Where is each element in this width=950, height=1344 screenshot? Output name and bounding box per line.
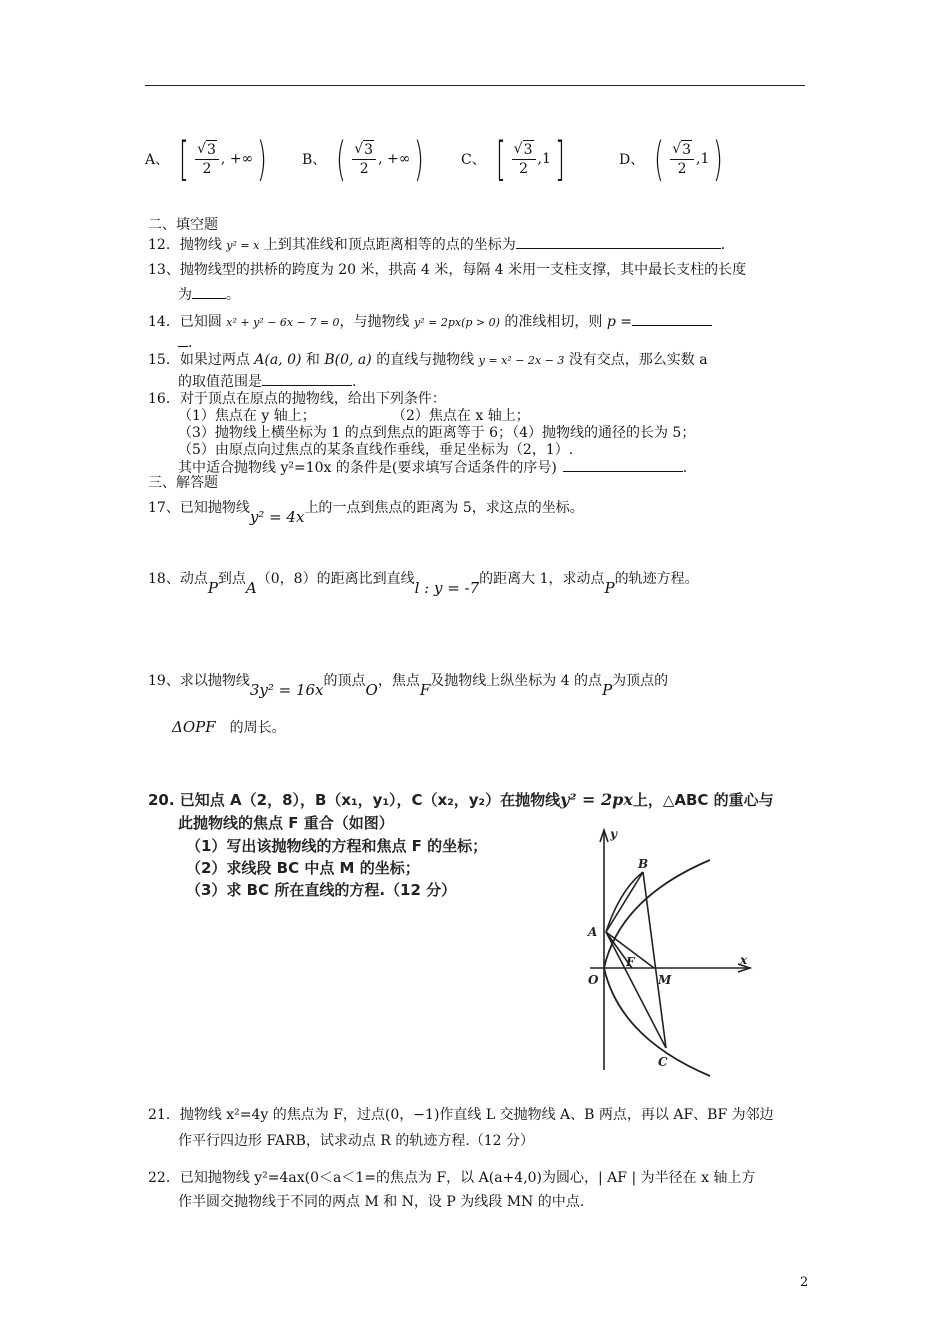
q15-end: . — [352, 374, 357, 390]
q14-text: 的准线相切，则 — [499, 314, 607, 330]
segment-ac — [606, 932, 666, 1048]
q19-point-o: O — [365, 681, 378, 699]
q12-answer-blank[interactable] — [516, 236, 721, 249]
parabola-figure — [580, 820, 770, 1080]
q15-text: 和 — [301, 352, 325, 368]
choice-label: D、 — [619, 152, 645, 168]
question-17 — [148, 498, 584, 526]
question-12 — [148, 236, 735, 255]
q15-text: 没有交点，那么实数 a — [564, 352, 708, 368]
choice-a — [145, 128, 271, 190]
q13-answer-blank[interactable] — [192, 286, 226, 299]
q14-expr: p = — [606, 314, 632, 330]
bracket-right: ) — [414, 132, 425, 186]
q18-text: 的轨迹方程。 — [614, 571, 699, 587]
q19-point-f: F — [419, 681, 431, 699]
question-20-line2: 此抛物线的焦点 F 重合（如图） — [178, 814, 394, 832]
q20-expr: y² = 2px — [560, 790, 633, 809]
q19-text: 19、求以抛物线 — [148, 673, 250, 689]
question-16-c1: （1）焦点在 y 轴上； — [178, 408, 316, 424]
q18-point-p: P — [604, 579, 615, 597]
question-20-sub3: （3）求 BC 所在直线的方程.（12 分） — [186, 881, 457, 899]
question-14 — [148, 313, 712, 332]
q12-expr: y² = x — [226, 239, 260, 252]
q16-text: 其中适合抛物线 y²=10x 的条件是(要求填写合适条件的序号) — [178, 460, 557, 476]
question-22-line1: 22．已知抛物线 y²=4ax(0＜a＜1=的焦点为 F，以 A(a+4,0)为圆心，| AF | 为半径在 x 轴上方 — [148, 1170, 756, 1186]
q15-expr: B(0, a) — [324, 352, 372, 368]
label-x: x — [740, 953, 748, 967]
q18-text: 的距离大 1，求动点 — [479, 571, 605, 587]
section-solve-title: 三、解答题 — [148, 475, 218, 491]
q14-text: 14．已知圆 — [148, 314, 227, 330]
label-c: C — [658, 1055, 668, 1069]
q14-answer-blank-2[interactable] — [178, 334, 188, 347]
q19-triangle: ΔOPF — [172, 718, 216, 736]
bracket-left: ( — [654, 132, 665, 186]
q19-text: 为顶点的 — [612, 673, 669, 689]
q15-expr: A(a, 0) — [254, 352, 302, 368]
q17-text: 上的一点到焦点的距离为 5，求这点的坐标。 — [304, 500, 584, 516]
choice-label: A、 — [145, 152, 170, 168]
q19-point-p: P — [602, 681, 613, 699]
q20-text: 上，△ABC 的重心与 — [632, 791, 774, 809]
question-15-line2 — [178, 373, 356, 392]
q18-text: （0，8）的距离比到直线 — [256, 571, 415, 587]
question-16-c2: （2）焦点在 x 轴上； — [392, 408, 530, 424]
q12-end: ． — [720, 237, 735, 253]
denominator: 2 — [677, 161, 687, 177]
q19-text: ，焦点 — [377, 673, 420, 689]
q14-end: . — [188, 335, 193, 351]
choice-tail: ,1 — [696, 151, 710, 167]
q16-end: . — [682, 460, 688, 476]
label-m: M — [658, 973, 672, 987]
choice-b — [302, 128, 428, 190]
radicand: 3 — [682, 142, 692, 158]
q18-point-p: P — [207, 579, 218, 597]
bracket-left: [ — [179, 132, 190, 186]
denominator: 2 — [519, 161, 529, 177]
question-22-line2: 作半圆交抛物线于不同的两点 M 和 N，设 P 为线段 MN 的中点. — [178, 1194, 585, 1210]
question-16-c3: （3）抛物线上横坐标为 1 的点到焦点的距离等于 6；（4）抛物线的通径的长为 5； — [178, 425, 696, 441]
radicand: 3 — [364, 142, 374, 158]
header-rule — [145, 85, 805, 86]
q17-text: 17、已知抛物线 — [148, 500, 250, 516]
fraction: √ 3 2 — [352, 140, 376, 178]
q12-text: 12．抛物线 — [148, 237, 227, 253]
q15-expr: y = x² − 2x − 3 — [478, 354, 565, 367]
q19-expr: 3y² = 16x — [249, 681, 324, 699]
q19-text: 的周长。 — [229, 720, 286, 736]
q15-text: 的直线与抛物线 — [371, 352, 479, 368]
label-a: A — [588, 925, 598, 939]
question-13-line2 — [178, 286, 240, 305]
q18-text: 18、动点 — [148, 571, 208, 587]
label-y: y — [610, 827, 617, 841]
fraction: √ 3 2 — [195, 140, 219, 178]
q16-answer-blank[interactable] — [563, 459, 683, 472]
q15-answer-blank[interactable] — [262, 373, 352, 386]
bracket-left: ( — [336, 132, 347, 186]
bracket-right: ] — [554, 132, 565, 186]
q14-expr: y² = 2px(p > 0) — [414, 316, 500, 329]
q14-answer-blank[interactable] — [632, 313, 712, 326]
question-20-sub2: （2）求线段 BC 中点 M 的坐标； — [186, 859, 420, 877]
fraction: √ 3 2 — [512, 140, 536, 178]
q18-text: 到点 — [217, 571, 246, 587]
bracket-right: ) — [257, 132, 268, 186]
question-13-line1: 13、抛物线型的拱桥的跨度为 20 米，拱高 4 米，每隔 4 米用一支柱支撑，其中最长支柱的长度 — [148, 262, 747, 278]
question-19 — [148, 671, 669, 699]
denominator: 2 — [359, 161, 369, 177]
segment-bc — [643, 872, 666, 1048]
question-16-ask — [178, 459, 687, 478]
fraction: √ 3 2 — [670, 140, 694, 178]
section-fill-title: 二、填空题 — [148, 217, 218, 233]
label-b: B — [638, 857, 649, 871]
question-19-line2 — [172, 718, 286, 738]
label-o: O — [588, 973, 599, 987]
question-15 — [148, 352, 708, 370]
q13-end: 。 — [226, 287, 240, 303]
bracket-left: [ — [495, 132, 506, 186]
question-20-sub1: （1）写出该抛物线的方程和焦点 F 的坐标； — [186, 837, 488, 855]
denominator: 2 — [202, 161, 212, 177]
choice-label: B、 — [302, 152, 327, 168]
q19-text: 及抛物线上纵坐标为 4 的点 — [430, 673, 603, 689]
bracket-right: ) — [713, 132, 724, 186]
question-16-intro: 16．对于顶点在原点的抛物线，给出下列条件： — [148, 391, 446, 407]
question-16-c5: （5）由原点向过焦点的某条直线作垂线，垂足坐标为（2，1）. — [178, 442, 574, 458]
q14-text: ，与抛物线 — [339, 314, 414, 330]
question-20-line1 — [148, 790, 774, 810]
choice-tail: ,1 — [537, 151, 551, 167]
radicand: 3 — [523, 142, 533, 158]
choice-c — [461, 128, 569, 190]
q19-text: 的顶点 — [323, 673, 366, 689]
choice-tail: , +∞ — [378, 151, 411, 167]
q14-expr: x² + y² − 6x − 7 = 0 — [226, 316, 340, 329]
q17-expr: y² = 4x — [249, 508, 305, 526]
q15-text: 15．如果过两点 — [148, 352, 255, 368]
radicand: 3 — [207, 142, 216, 158]
q18-point-a: A — [245, 579, 257, 597]
q18-line-expr: l : y = -7 — [414, 579, 480, 597]
q20-text: 20. 已知点 A（2，8），B（x₁，y₁），C（x₂，y₂）在抛物线 — [148, 791, 561, 809]
question-18 — [148, 569, 699, 597]
question-21-line2: 作平行四边形 FARB，试求动点 R 的轨迹方程.（12 分） — [178, 1133, 535, 1149]
page-number: 2 — [800, 1275, 809, 1290]
label-f: F — [626, 955, 635, 969]
q12-text: 上到其准线和顶点距离相等的点的坐标为 — [259, 237, 516, 253]
q13-text: 为 — [178, 287, 192, 303]
choice-label: C、 — [461, 152, 486, 168]
q15-text: 的取值范围是 — [178, 374, 262, 390]
choice-d — [619, 128, 727, 190]
question-21-line1: 21．抛物线 x²=4y 的焦点为 F，过点(0，−1)作直线 L 交抛物线 A、B 两点，再以 AF、BF 为邻边 — [148, 1107, 774, 1123]
question-14-line2 — [178, 334, 192, 353]
choice-tail: , +∞ — [220, 151, 254, 167]
